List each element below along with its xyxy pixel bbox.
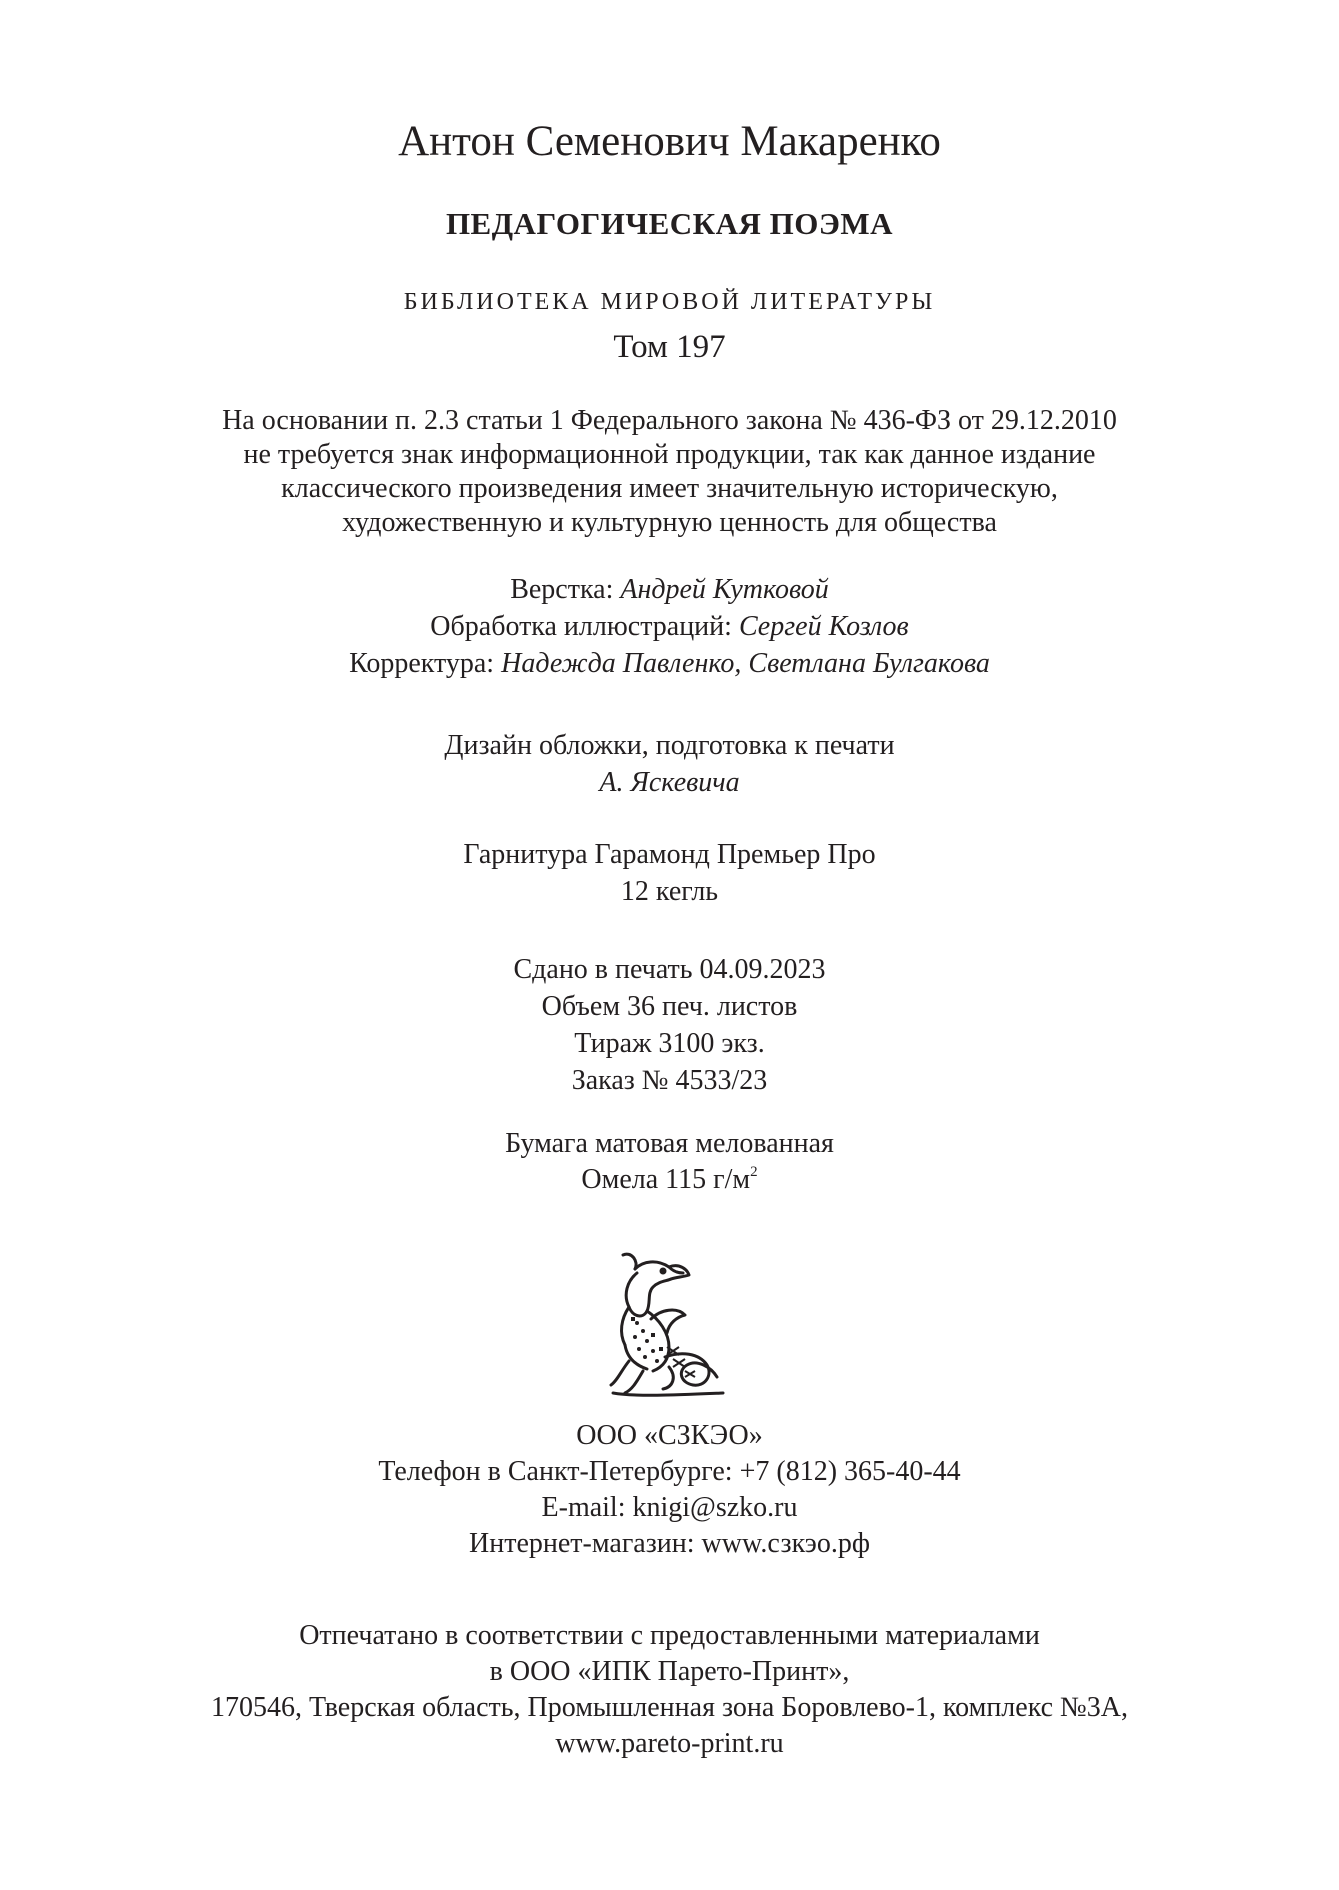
print-date: Сдано в печать 04.09.2023: [513, 954, 826, 985]
typeface-info: [0, 836, 1339, 910]
paper-weight: [0, 1162, 1339, 1198]
paper-weight-superscript: 2: [750, 1164, 758, 1180]
publisher-shop: Интернет-магазин: www.сзкэо.рф: [469, 1528, 870, 1559]
typeface-size: 12 кегль: [620, 876, 719, 907]
publisher-email: E-mail: knigi@szko.ru: [541, 1492, 798, 1523]
credit-role: Обработка иллюстраций:: [430, 611, 739, 642]
credit-person: Надежда Павленко, Светлана Булгакова: [501, 648, 990, 679]
order-number: Заказ № 4533/23: [571, 1065, 768, 1096]
book-title: ПЕДАГОГИЧЕСКАЯ ПОЭМА: [445, 206, 894, 241]
typeface-font: Гарнитура Гарамонд Премьер Про: [463, 839, 876, 870]
print-info: [0, 951, 1339, 1099]
credit-layout: [0, 571, 1339, 608]
paper-weight-text: Омела 115 г/м: [581, 1164, 751, 1195]
paper-info: [0, 1126, 1339, 1198]
cover-design-credit: [0, 727, 1339, 801]
credits-list: [0, 571, 1339, 682]
design-role: Дизайн обложки, подготовка к печати: [444, 730, 895, 761]
legal-notice-line: не требуется знак информационной продукции, так как данное издание: [243, 439, 1096, 470]
legal-notice: [0, 404, 1339, 540]
design-person: А. Яскевича: [599, 767, 740, 798]
dragon-emblem-icon: [607, 1247, 741, 1399]
credit-person: Сергей Козлов: [738, 611, 909, 642]
printer-line: Отпечатано в соответствии с предоставленными материалами: [299, 1620, 1040, 1651]
credit-role: Верстка:: [510, 574, 621, 605]
series-name: БИБЛИОТЕКА МИРОВОЙ ЛИТЕРАТУРЫ: [403, 289, 936, 315]
credit-role: Корректура:: [349, 648, 502, 679]
printer-website: www.pareto-print.ru: [555, 1728, 784, 1759]
publisher-phone: Телефон в Санкт-Петербурге: +7 (812) 365-40-44: [378, 1456, 961, 1487]
printer-info: [0, 1618, 1339, 1762]
publisher-name: ООО «СЗКЭО»: [576, 1420, 763, 1451]
print-volume: Объем 36 печ. листов: [541, 991, 798, 1022]
credit-proofreading: [0, 645, 1339, 682]
paper-type: Бумага матовая мелованная: [505, 1128, 834, 1159]
credit-person: Андрей Кутковой: [620, 574, 829, 605]
print-run: Тираж 3100 экз.: [574, 1028, 765, 1059]
legal-notice-line: художественную и культурную ценность для общества: [342, 507, 997, 538]
publisher-info: [0, 1418, 1339, 1562]
printer-name: в ООО «ИПК Парето-Принт»,: [489, 1656, 850, 1687]
credit-illustrations: [0, 608, 1339, 645]
legal-notice-line: классического произведения имеет значительную историческую,: [281, 473, 1058, 504]
volume-number: Том 197: [613, 329, 726, 365]
legal-notice-line: На основании п. 2.3 статьи 1 Федерального закона № 436-ФЗ от 29.12.2010: [222, 405, 1117, 436]
printer-address: 170546, Тверская область, Промышленная зона Боровлево-1, комплекс №3А,: [211, 1692, 1128, 1723]
author-name: Антон Семенович Макаренко: [398, 118, 941, 165]
